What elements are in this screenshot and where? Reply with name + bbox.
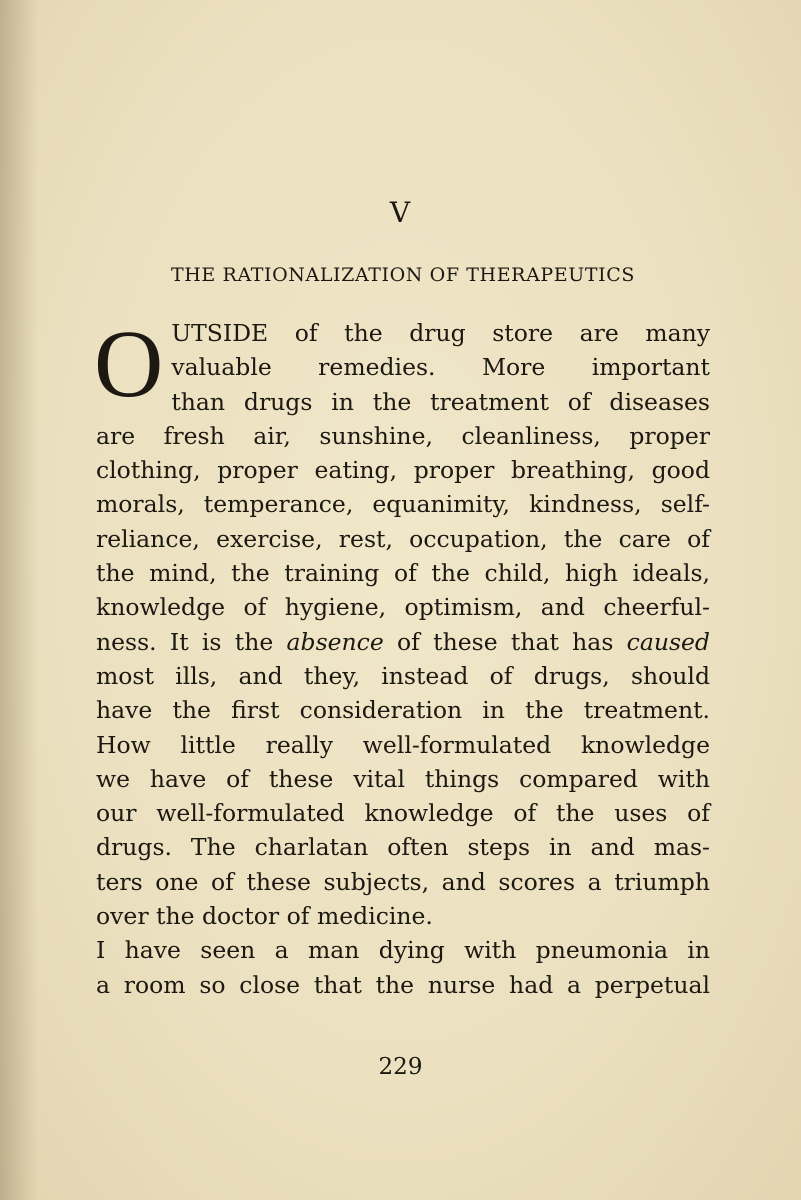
text-line-last: over the doctor of medicine. bbox=[96, 902, 433, 931]
text-segment: of these that has bbox=[383, 627, 627, 656]
text-line: our well-formulated knowledge of the uses of bbox=[96, 799, 710, 828]
text-line: we have of these vital things compared with bbox=[96, 764, 710, 793]
text-line: drugs. The charlatan often steps in and mas- bbox=[96, 833, 710, 862]
chapter-title: THE RATIONALIZATION OF THERAPEUTICS bbox=[170, 264, 635, 286]
paragraph-1 bbox=[94, 310, 710, 933]
text-line-emphasis bbox=[96, 625, 710, 659]
text-line: morals, temperance, equanimity, kindness, self- bbox=[96, 490, 710, 519]
text-line: UTSIDE of the drug store are many bbox=[171, 319, 710, 347]
gutter-shadow bbox=[0, 0, 38, 1200]
paragraph-2 bbox=[96, 933, 710, 1002]
text-line: the mind, the training of the child, high ideals, bbox=[96, 559, 710, 588]
text-line: knowledge of hygiene, optimism, and cheerful- bbox=[96, 593, 710, 622]
text-line: How little really well-formulated knowledge bbox=[96, 730, 710, 759]
text-line: valuable remedies. More important bbox=[171, 353, 710, 382]
body-text bbox=[94, 310, 710, 1002]
text-line: clothing, proper eating, proper breathing, good bbox=[96, 456, 710, 485]
emphasis-caused: caused bbox=[626, 627, 710, 656]
text-line: than drugs in the treatment of diseases bbox=[171, 387, 710, 416]
text-line: ters one of these subjects, and scores a triumph bbox=[96, 867, 710, 896]
emphasis-absence: absence bbox=[286, 627, 384, 656]
text-line: are fresh air, sunshine, cleanliness, proper bbox=[96, 421, 710, 450]
text-segment: ness. It is the bbox=[96, 627, 287, 656]
text-line: a room so close that the nurse had a perpetual bbox=[96, 970, 710, 999]
drop-cap: O bbox=[94, 310, 164, 417]
page-number: 229 bbox=[378, 1054, 423, 1080]
text-line: most ills, and they, instead of drugs, should bbox=[96, 661, 710, 690]
text-line: I have seen a man dying with pneumonia in bbox=[96, 936, 710, 965]
text-line: have the first consideration in the treatment. bbox=[96, 696, 710, 725]
text-line: reliance, exercise, rest, occupation, the care of bbox=[96, 524, 710, 553]
chapter-number: V bbox=[389, 196, 412, 229]
